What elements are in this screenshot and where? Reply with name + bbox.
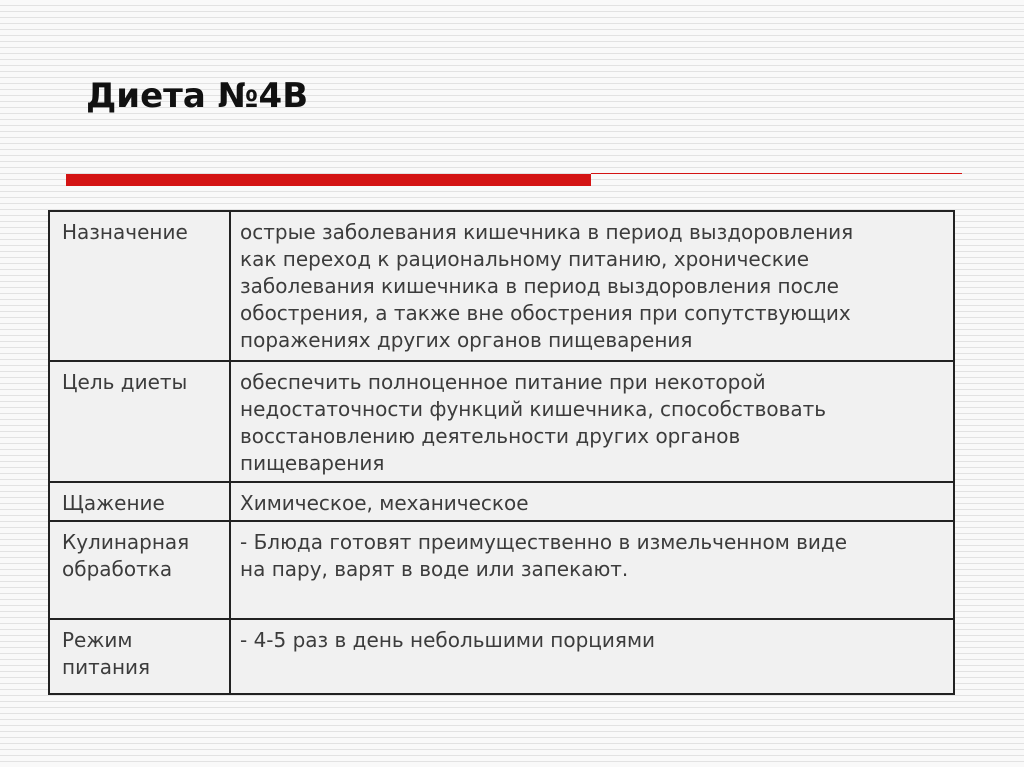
row-value-cell (230, 361, 954, 482)
table-row (49, 521, 954, 619)
row-label: Цель диеты (62, 370, 188, 394)
slide-title: Диета №4В (86, 76, 309, 116)
title-underline-thick (66, 174, 591, 186)
row-value-cell (230, 482, 954, 521)
row-value: острые заболевания кишечника в период выздоровления как переход к рациональному питанию, хронические заболевания кишечника в период выздоровления после обострения, а также вне обострения при сопутствующих поражениях других органов пищеварения (240, 220, 854, 352)
row-label-cell (49, 361, 230, 482)
row-value: - Блюда готовят преимущественно в измельченном виде на пару, варят в воде или запекают. (240, 530, 848, 581)
title-underline-thin (591, 173, 962, 174)
table-row (49, 482, 954, 521)
table-row (49, 211, 954, 361)
table-row (49, 619, 954, 694)
row-label-cell (49, 521, 230, 619)
row-value-cell (230, 619, 954, 694)
row-value: обеспечить полноценное питание при некоторой недостаточности функций кишечника, способствовать восстановлению деятельности других органов пищеварения (240, 370, 827, 475)
row-value-cell (230, 211, 954, 361)
row-label: Назначение (62, 220, 188, 244)
row-value-cell (230, 521, 954, 619)
row-label: Режим питания (62, 628, 151, 679)
table-row (49, 361, 954, 482)
row-value: - 4-5 раз в день небольшими порциями (240, 628, 656, 652)
row-value: Химическое, механическое (240, 491, 529, 515)
row-label-cell (49, 619, 230, 694)
diet-table (48, 210, 955, 695)
row-label: Щажение (62, 491, 165, 515)
row-label-cell (49, 482, 230, 521)
row-label: Кулинарная обработка (62, 530, 190, 581)
row-label-cell (49, 211, 230, 361)
